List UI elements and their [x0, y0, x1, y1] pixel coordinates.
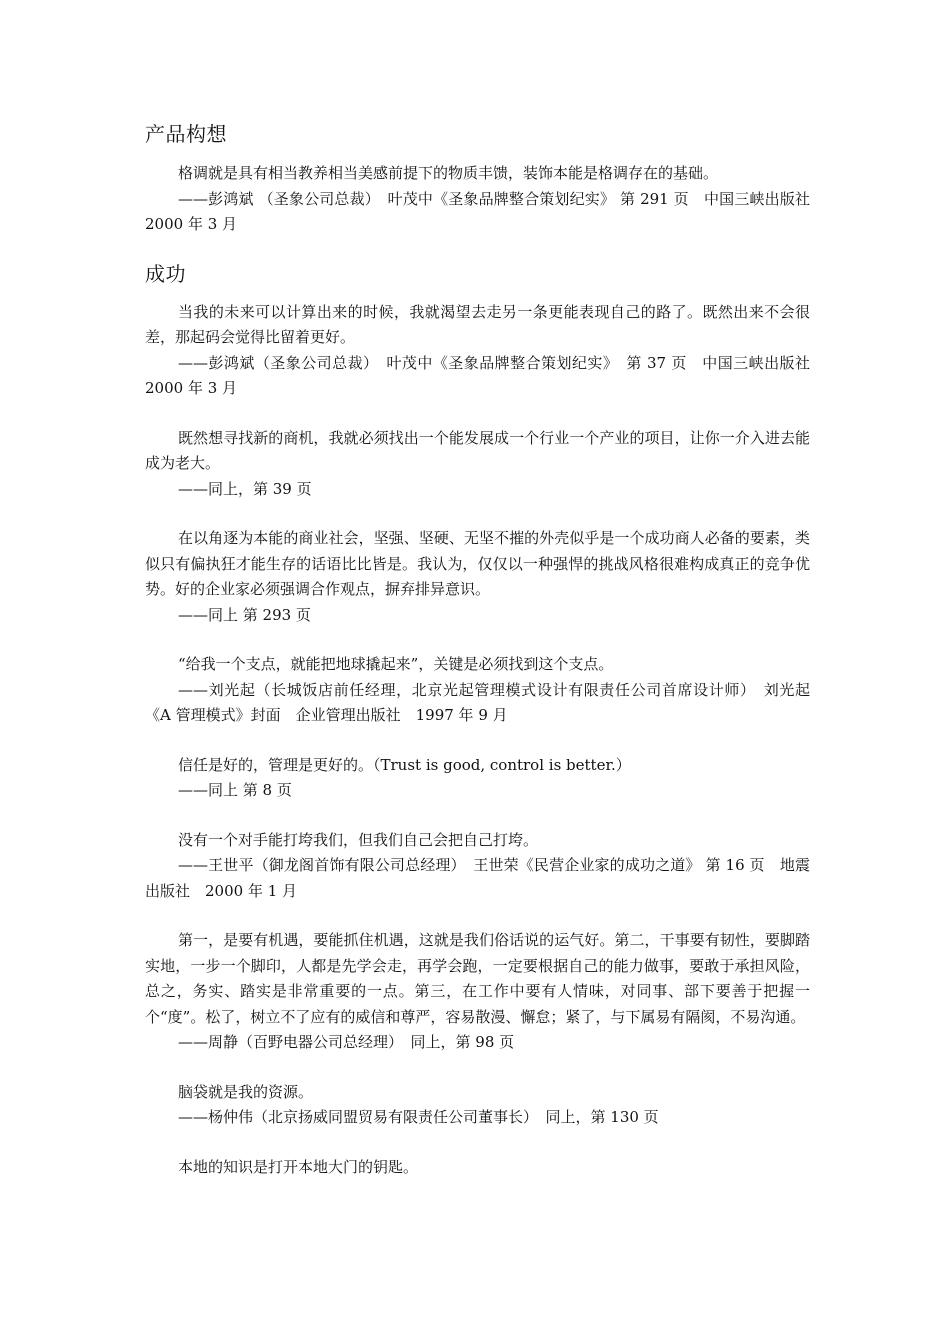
quote-block	[145, 426, 810, 503]
quote-block	[145, 828, 810, 905]
quote-text: 信任是好的，管理是更好的。（Trust is good, control is better.）	[178, 755, 631, 774]
quote-source: ——王世平（御龙阁首饰有限公司总经理） 王世荣《民营企业家的成功之道》 第 16 页 地震出版社 2000 年 1 月	[145, 856, 810, 900]
quote-source: ——彭鸿斌 （圣象公司总裁） 叶茂中《圣象品牌整合策划纪实》 第 291 页 中国三峡出版社 2000 年 3 月	[145, 189, 826, 233]
quote-block	[145, 300, 826, 402]
quote-source: ——同上 第 8 页	[178, 781, 292, 799]
quote-source: ——杨仲伟（北京扬威同盟贸易有限责任公司董事长） 同上，第 130 页	[178, 1108, 659, 1126]
section-title-success: 成功	[145, 261, 186, 286]
quote-source: ——彭鸿斌（圣象公司总裁） 叶茂中《圣象品牌整合策划纪实》 第 37 页 中国三峡出版社 2000 年 3 月	[145, 353, 826, 397]
quote-block	[145, 652, 810, 729]
quote-text: 格调就是具有相当教养相当美感前提下的物质丰馈，装饰本能是格调存在的基础。	[178, 164, 719, 182]
quote-text: 在以角逐为本能的商业社会，坚强、坚硬、无坚不摧的外壳似乎是一个成功商人必备的要素，类似只有偏执狂才能生存的话语比比皆是。我认为，仅仅以一种强悍的挑战风格很难构成真正的竞争优势。好的企业家必须强调合作观点，摒弃排异意识。	[145, 529, 810, 598]
quote-text: 既然想寻找新的商机，我就必须找出一个能发展成一个行业一个产业的项目，让你一介入进去能成为老大。	[145, 428, 810, 472]
quote-text: 第一，是要有机遇，要能抓住机遇，这就是我们俗话说的运气好。第二，干事要有韧性，要脚踏实地，一步一个脚印，人都是先学会走，再学会跑，一定要根据自己的能力做事，要敢于承担风险，总之，务实、踏实是非常重要的一点。第三，在工作中要有人情味，对同事、部下要善于把握一个“度”。松了，树立不了应有的威信和尊严，容易散漫、懈怠；紧了，与下属易有隔阂，不易沟通。	[145, 931, 810, 1026]
quote-source: ——同上，第 39 页	[178, 479, 312, 498]
quote-block	[145, 1155, 810, 1181]
quote-block	[145, 928, 810, 1056]
quote-block	[145, 526, 810, 628]
quote-text: 本地的知识是打开本地大门的钥匙。	[178, 1157, 419, 1176]
quote-source: ——同上 第 293 页	[178, 605, 311, 624]
quote-source: ——周静（百野电器公司总经理） 同上，第 98 页	[178, 1033, 515, 1051]
quote-block	[145, 161, 826, 238]
quote-text: “给我一个支点，就能把地球撬起来”，关键是必须找到这个支点。	[178, 655, 614, 673]
quote-block	[145, 753, 810, 804]
quote-text: 脑袋就是我的资源。	[178, 1082, 314, 1101]
section-title-product-concept: 产品构想	[145, 122, 227, 146]
quote-text: 当我的未来可以计算出来的时候，我就渴望去走另一条更能表现自己的路了。既然出来不会很差，那起码会觉得比留着更好。	[145, 302, 810, 346]
quote-source: ——刘光起（长城饭店前任经理，北京光起管理模式设计有限责任公司首席设计师） 刘光起《A 管理模式》封面 企业管理出版社 1997 年 9 月	[145, 680, 810, 724]
document-page	[145, 118, 826, 1204]
quote-block	[145, 1080, 810, 1131]
quote-text: 没有一个对手能打垮我们，但我们自己会把自己打垮。	[178, 830, 539, 849]
